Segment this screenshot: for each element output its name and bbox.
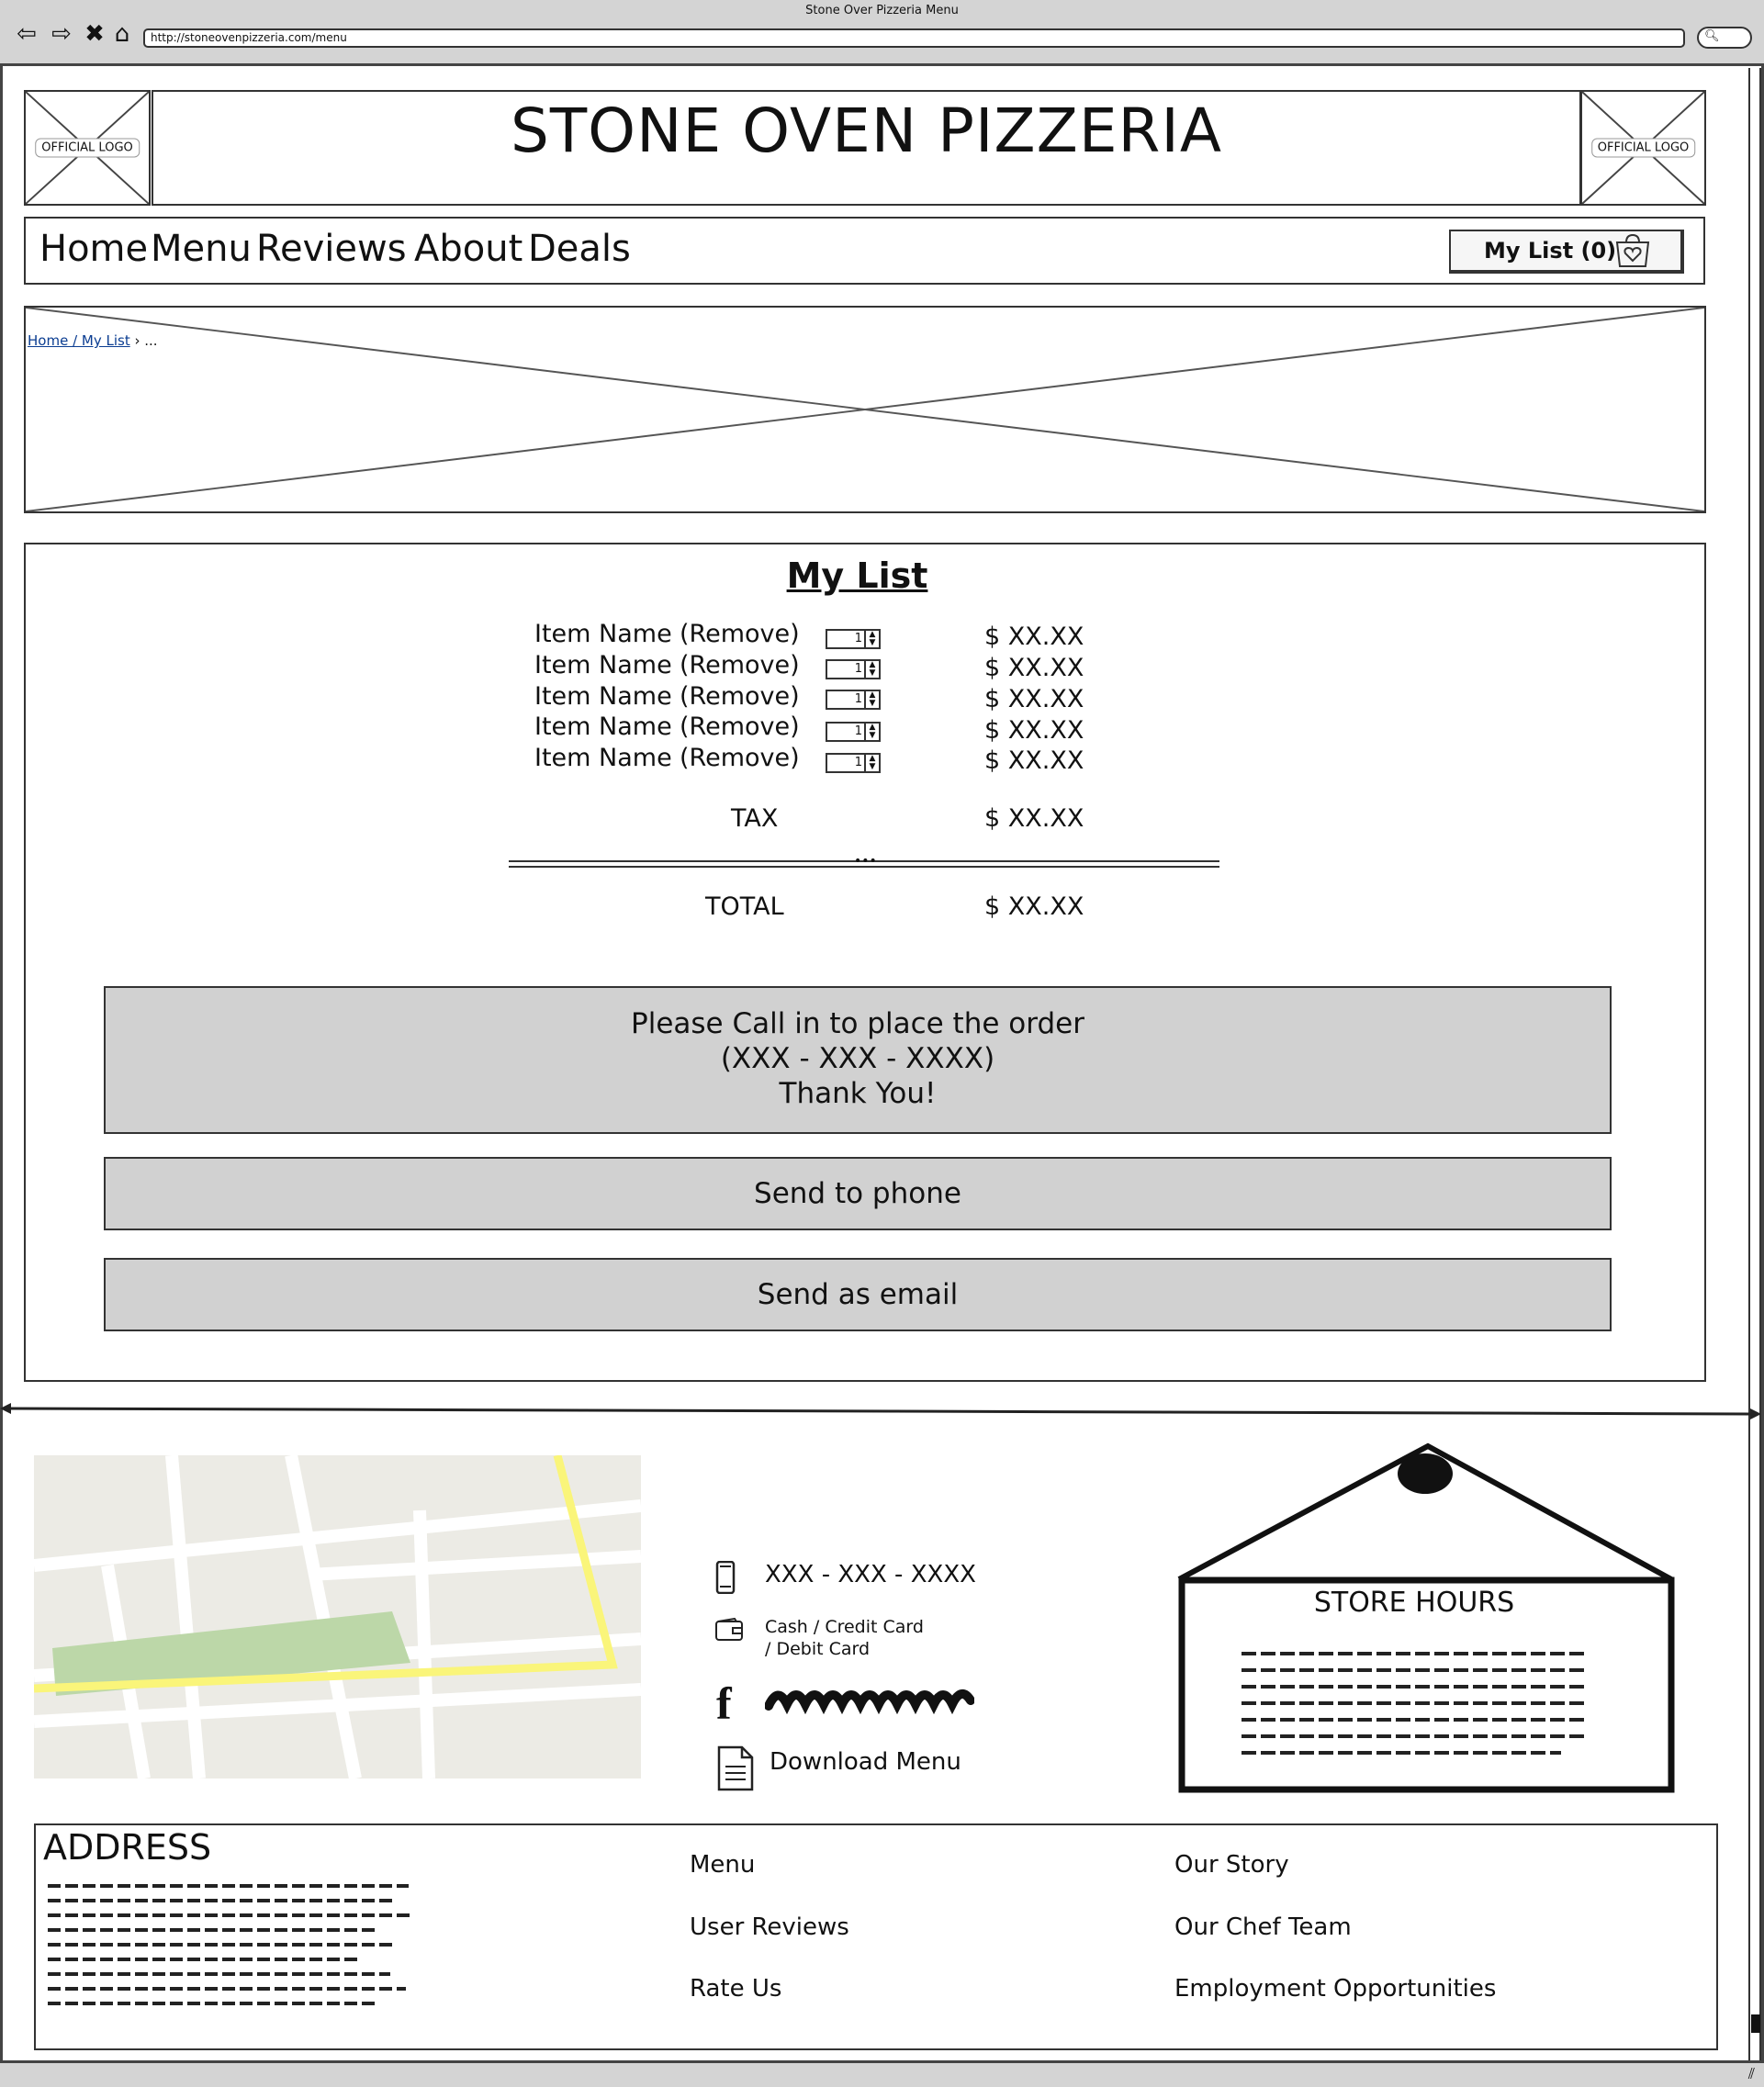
- tax-value: $ XX.XX: [984, 804, 1084, 833]
- address-title: ADDRESS: [43, 1827, 212, 1868]
- resize-grip-icon[interactable]: ⫽: [1747, 2065, 1755, 2082]
- breadcrumb-link[interactable]: Home / My List: [28, 332, 130, 349]
- item-price: $ XX.XX: [984, 685, 1084, 713]
- breadcrumb-trail: ...: [144, 332, 158, 349]
- breadcrumb: [28, 332, 158, 349]
- call-message: Please Call in to place the order: [631, 1007, 1084, 1040]
- remove-link[interactable]: (Remove): [680, 744, 800, 772]
- logo-label: OFFICIAL LOGO: [35, 139, 140, 158]
- download-menu-link[interactable]: Download Menu: [770, 1748, 961, 1776]
- remove-link[interactable]: (Remove): [680, 620, 800, 648]
- breadcrumb-separator: ›: [134, 332, 140, 349]
- nav-deals[interactable]: Deals: [528, 228, 631, 270]
- total-value: $ XX.XX: [984, 892, 1084, 921]
- stepper-arrows-icon[interactable]: ▲ ▼: [864, 661, 879, 678]
- browser-search[interactable]: [1697, 27, 1752, 49]
- search-icon: 🔍︎: [1704, 29, 1720, 43]
- quantity-stepper[interactable]: 1 ▲ ▼: [826, 722, 881, 742]
- vertical-scrollbar[interactable]: [1748, 68, 1761, 2060]
- facebook-handle-scribble[interactable]: [765, 1680, 974, 1717]
- location-map[interactable]: [34, 1455, 641, 1778]
- scrollbar-thumb[interactable]: [1751, 2014, 1760, 2033]
- official-logo-right: [1580, 90, 1706, 206]
- payment-line: / Debit Card: [765, 1639, 871, 1659]
- store-hours-title: STORE HOURS: [1313, 1587, 1515, 1619]
- item-name: Item Name: [534, 744, 672, 772]
- payment-methods: [765, 1616, 924, 1660]
- horizontal-separator-arrow: [0, 1401, 1764, 1429]
- stepper-arrows-icon[interactable]: ▲ ▼: [864, 724, 879, 740]
- footer-phone: XXX - XXX - XXXX: [765, 1561, 976, 1588]
- item-name: Item Name: [534, 620, 672, 648]
- call-phone-number: (XXX - XXX - XXXX): [720, 1042, 995, 1075]
- official-logo-left: [24, 90, 151, 206]
- total-label: TOTAL: [705, 892, 784, 921]
- remove-link[interactable]: (Remove): [680, 712, 800, 741]
- mobile-phone-icon: [715, 1561, 736, 1594]
- quantity-stepper[interactable]: 1 ▲ ▼: [826, 753, 881, 773]
- footer-link-user-reviews[interactable]: User Reviews: [690, 1913, 849, 1941]
- item-price: $ XX.XX: [984, 716, 1084, 745]
- quantity-stepper[interactable]: 1 ▲ ▼: [826, 629, 881, 649]
- my-list-button[interactable]: My List (0): [1449, 230, 1684, 274]
- wallet-icon: [714, 1618, 744, 1642]
- quantity-stepper[interactable]: 1 ▲ ▼: [826, 659, 881, 679]
- divider-handle: •••: [854, 854, 877, 869]
- back-icon[interactable]: ⇦: [17, 20, 37, 48]
- my-list-title: My List: [786, 555, 928, 596]
- stepper-arrows-icon[interactable]: ▲ ▼: [864, 631, 879, 647]
- item-price: $ XX.XX: [984, 623, 1084, 651]
- nav-menu[interactable]: Menu: [151, 228, 252, 270]
- document-icon: [716, 1745, 755, 1792]
- home-icon[interactable]: ⌂: [114, 20, 130, 48]
- address-text-scribble: [46, 1879, 422, 2016]
- remove-link[interactable]: (Remove): [680, 682, 800, 711]
- footer-link-chef-team[interactable]: Our Chef Team: [1174, 1913, 1352, 1941]
- nav-home[interactable]: Home: [39, 228, 149, 270]
- stepper-arrows-icon[interactable]: ▲ ▼: [864, 691, 879, 708]
- remove-link[interactable]: (Remove): [680, 651, 800, 679]
- close-icon[interactable]: ✖: [84, 20, 105, 48]
- nav-reviews[interactable]: Reviews: [256, 228, 407, 270]
- logo-label: OFFICIAL LOGO: [1591, 139, 1696, 158]
- payment-line: Cash / Credit Card: [765, 1617, 924, 1637]
- shopping-bag-icon: [1614, 233, 1651, 268]
- forward-icon[interactable]: ⇨: [51, 20, 72, 48]
- status-bar: [0, 2060, 1764, 2087]
- item-name: Item Name: [534, 712, 672, 741]
- title-banner: [152, 90, 1581, 206]
- site-title: STONE OVEN PIZZERIA: [510, 95, 1223, 166]
- stepper-arrows-icon[interactable]: ▲ ▼: [864, 755, 879, 771]
- facebook-icon[interactable]: f: [716, 1677, 732, 1729]
- item-name: Item Name: [534, 651, 672, 679]
- footer-link-menu[interactable]: Menu: [690, 1851, 756, 1879]
- url-bar[interactable]: http://stoneovenpizzeria.com/menu: [143, 28, 1685, 48]
- footer-link-rate-us[interactable]: Rate Us: [690, 1975, 782, 2003]
- tax-label: TAX: [731, 804, 779, 833]
- send-as-email-button[interactable]: Send as email: [104, 1258, 1612, 1331]
- send-to-phone-button[interactable]: Send to phone: [104, 1157, 1612, 1230]
- hero-image-placeholder: [24, 306, 1706, 513]
- call-to-order-box: [104, 986, 1612, 1134]
- item-name: Item Name: [534, 682, 672, 711]
- call-thanks: Thank You!: [779, 1077, 937, 1110]
- footer-link-our-story[interactable]: Our Story: [1174, 1851, 1289, 1879]
- item-price: $ XX.XX: [984, 746, 1084, 775]
- window-title: Stone Over Pizzeria Menu: [805, 4, 959, 17]
- nav-about[interactable]: About: [414, 228, 523, 270]
- item-price: $ XX.XX: [984, 654, 1084, 682]
- window-frame-left: [0, 66, 3, 2060]
- footer-link-employment[interactable]: Employment Opportunities: [1174, 1975, 1497, 2003]
- quantity-stepper[interactable]: 1 ▲ ▼: [826, 690, 881, 710]
